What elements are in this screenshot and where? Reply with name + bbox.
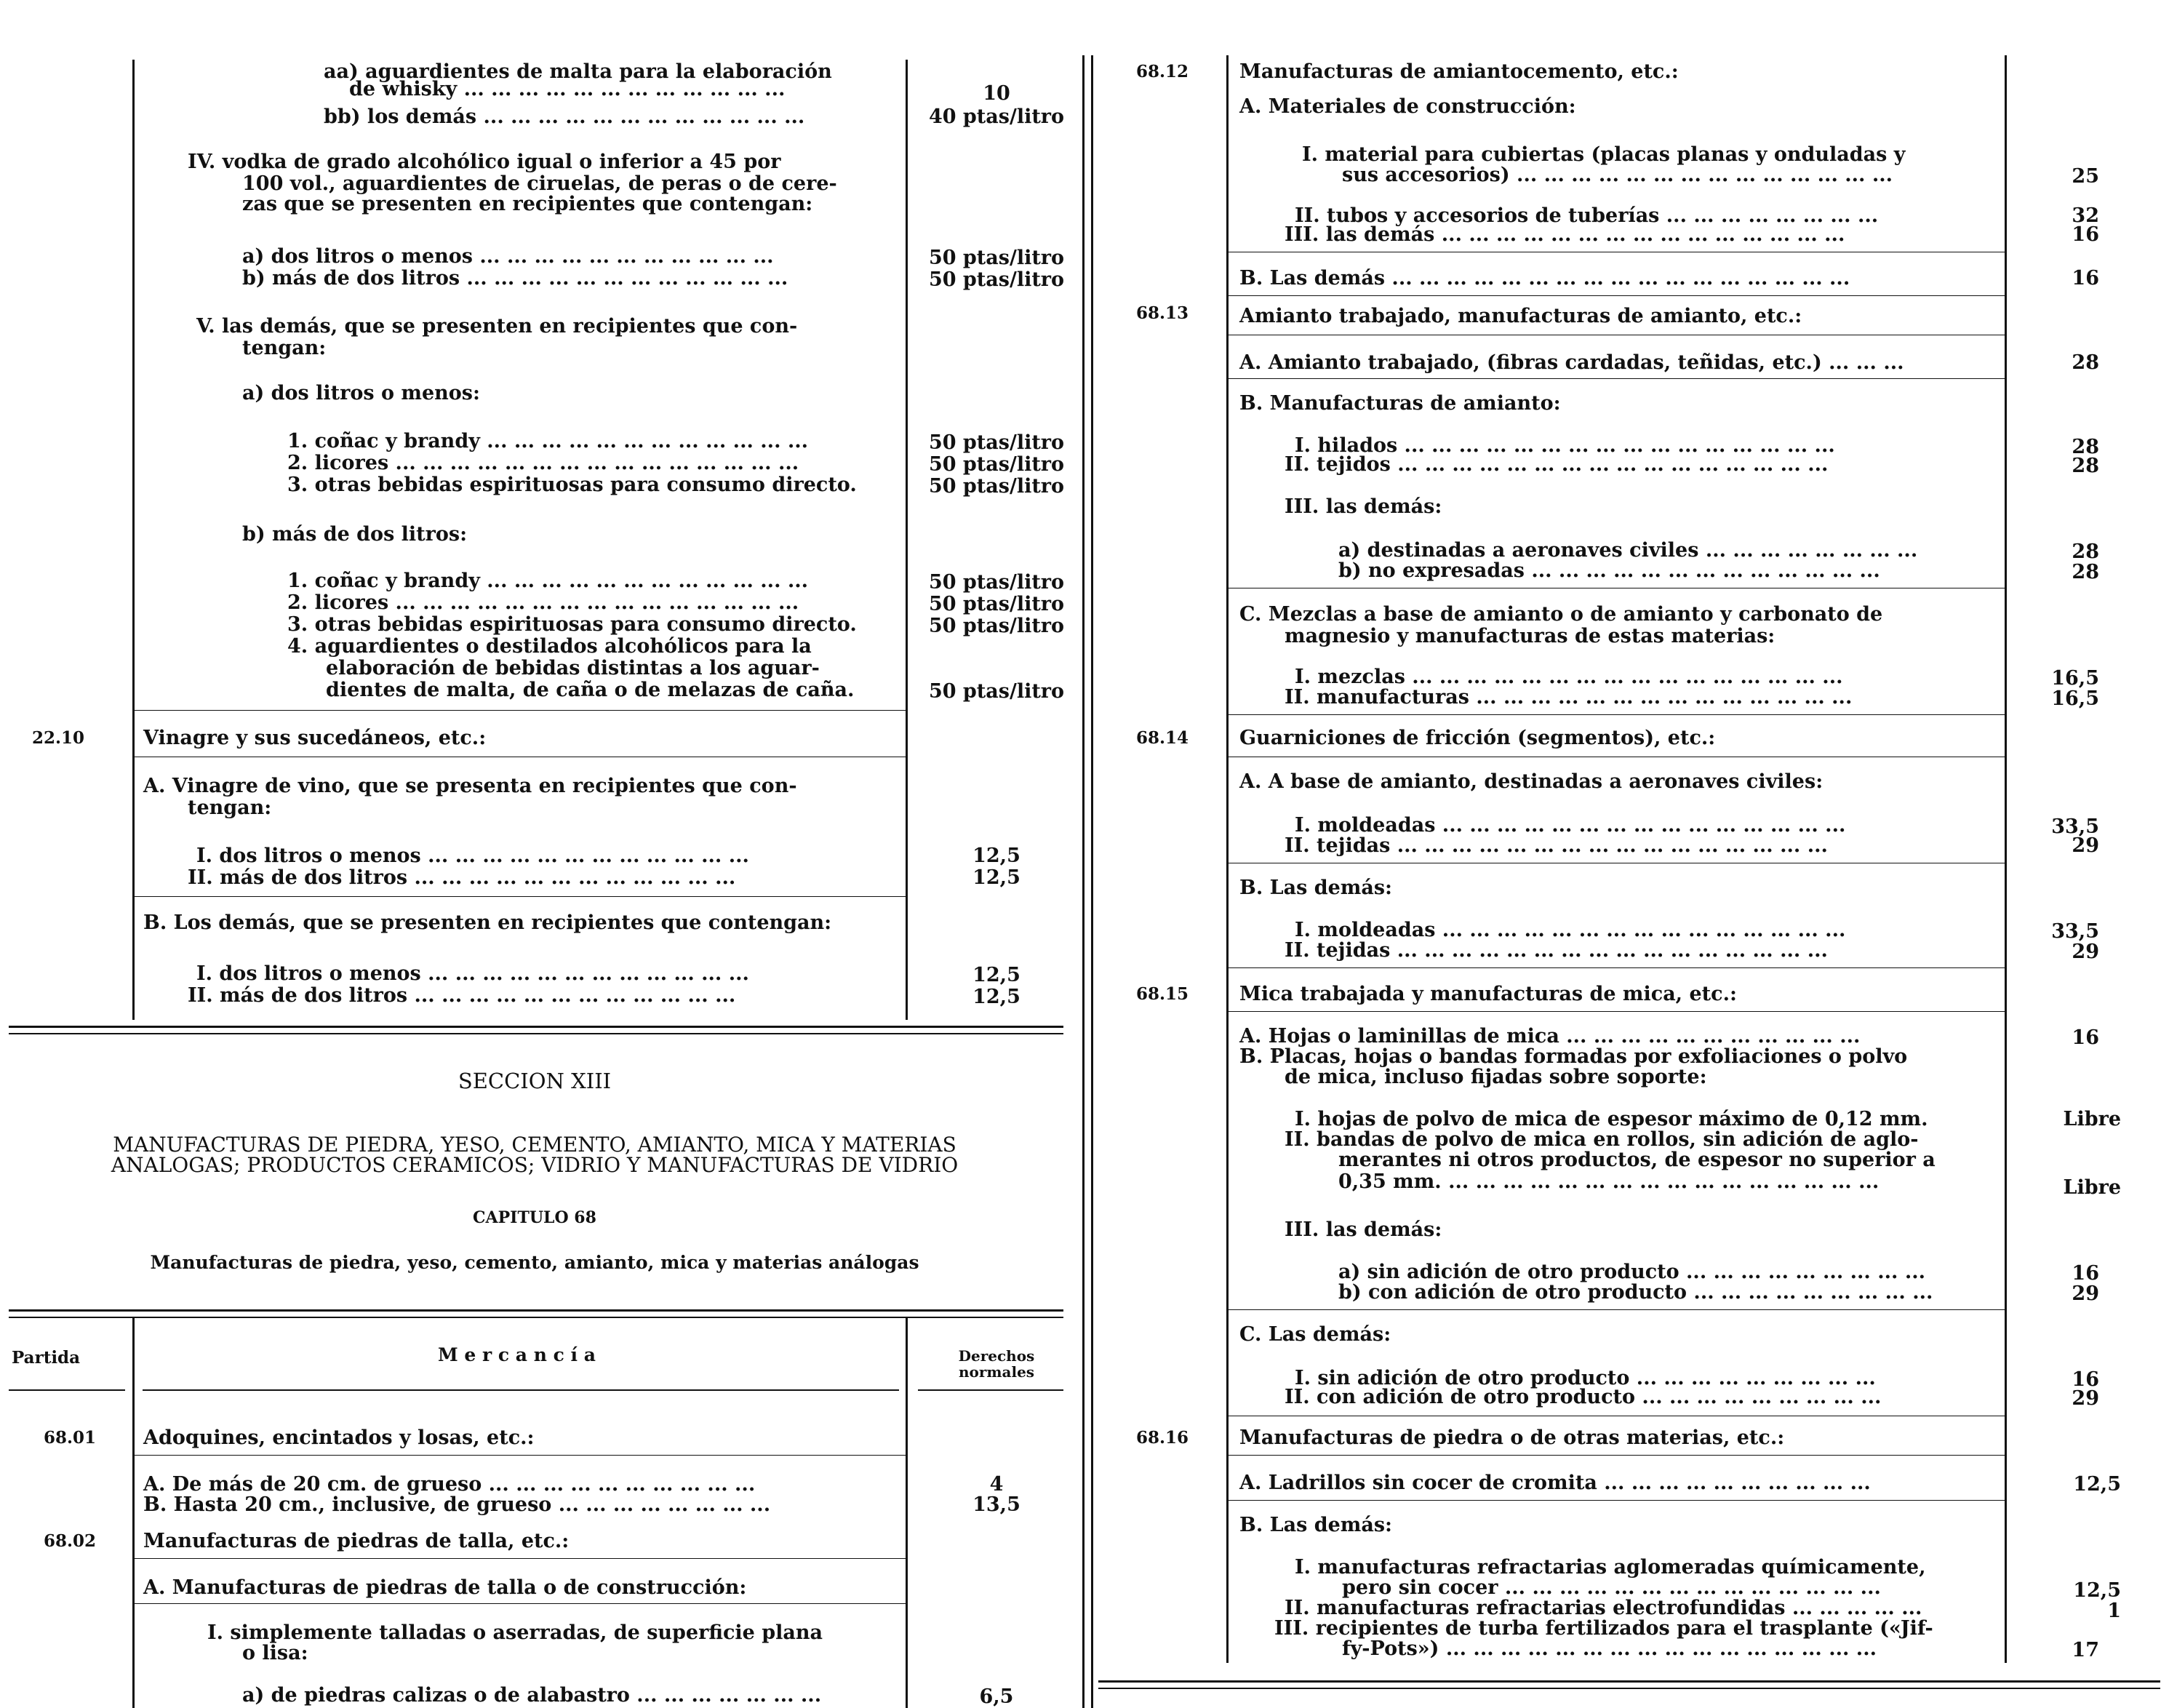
list-item: I. sin adición de otro producto ... ... ... ... ... ... ... ... ... <box>1295 1367 1876 1389</box>
chapter-title: CAPITULO 68 <box>473 1208 596 1227</box>
list-item: I. material para cubiertas (placas planas y onduladas y <box>1302 143 1906 166</box>
duty-value: 12,5 <box>972 986 1020 1008</box>
divider <box>1226 1455 2006 1456</box>
list-item: 2. licores ... ... ... ... ... ... ... ... ... ... ... ... ... ... ... <box>287 452 799 474</box>
duty-value: 13,5 <box>972 1493 1020 1516</box>
duty-value: 29 <box>2072 941 2099 963</box>
list-item: B. Manufacturas de amianto: <box>1239 392 1561 415</box>
list-item: 4. aguardientes o destilados alcohólicos para la <box>287 635 812 658</box>
duty-value: 33,5 <box>2051 920 2099 943</box>
list-item: I. hojas de polvo de mica de espesor máximo de 0,12 mm. <box>1295 1108 1928 1130</box>
list-item: III. las demás ... ... ... ... ... ... ... ... ... ... ... ... ... ... ... <box>1285 223 1845 246</box>
duty-value: 50 ptas/litro <box>928 247 1065 269</box>
list-item: a) sin adición de otro producto ... ... ... ... ... ... ... ... ... <box>1338 1261 1926 1283</box>
list-item: Adoquines, encintados y losas, etc.: <box>143 1426 535 1449</box>
list-item: II. tubos y accesorios de tuberías ... ... ... ... ... ... ... ... <box>1295 204 1879 227</box>
list-item: a) dos litros o menos: <box>242 382 480 404</box>
duty-value: 40 ptas/litro <box>928 105 1065 128</box>
list-item: V. las demás, que se presenten en recipientes que con- <box>196 315 798 338</box>
section-rule <box>9 1033 1063 1034</box>
list-item: B. Las demás ... ... ... ... ... ... ... ... ... ... ... ... ... ... ... ... ... <box>1239 267 1850 290</box>
list-item: Manufacturas de amiantocemento, etc.: <box>1239 60 1679 83</box>
header-underline <box>9 1389 125 1391</box>
divider <box>1226 714 2006 715</box>
duty-value: 12,5 <box>972 964 1020 986</box>
partida-code: 22.10 <box>32 728 85 748</box>
list-item: II. bandas de polvo de mica en rollos, sin adición de aglo- <box>1285 1128 1919 1151</box>
list-item: I. simplemente talladas o aserradas, de superficie plana <box>207 1621 823 1644</box>
list-item: Manufacturas de piedras de talla, etc.: <box>143 1530 570 1552</box>
list-item: III. las demás: <box>1285 495 1442 518</box>
list-item: Guarniciones de fricción (segmentos), etc.: <box>1239 727 1716 749</box>
duty-value: 28 <box>2072 436 2099 458</box>
list-item: I. manufacturas refractarias aglomeradas químicamente, <box>1295 1556 1926 1579</box>
header-underline <box>918 1389 1063 1391</box>
duty-value: 32 <box>2072 204 2099 227</box>
duty-value: 28 <box>2072 540 2099 563</box>
divider <box>132 1558 908 1559</box>
column-header-partida: Partida <box>12 1348 81 1368</box>
section-rule <box>9 1026 1063 1028</box>
list-item: Manufacturas de piedra o de otras materias, etc.: <box>1239 1426 1785 1449</box>
partida-code: 68.14 <box>1136 728 1189 748</box>
partida-code: 68.02 <box>44 1531 97 1551</box>
list-item: merantes ni otros productos, de espesor no superior a <box>1338 1149 1936 1171</box>
left-rule-inner <box>906 60 908 1020</box>
right-rule-inner <box>2005 55 2007 1663</box>
list-item: I. mezclas ... ... ... ... ... ... ... ... ... ... ... ... ... ... ... ... <box>1295 666 1843 688</box>
duty-value: 28 <box>2072 351 2099 374</box>
list-item: A. Hojas o laminillas de mica ... ... ... ... ... ... ... ... ... ... ... <box>1239 1025 1861 1047</box>
list-item: aa) aguardientes de malta para la elaboración <box>324 60 832 83</box>
list-item: A. Vinagre de vino, que se presenta en recipientes que con- <box>143 775 797 797</box>
list-item: B. Las demás: <box>1239 1514 1392 1536</box>
duty-value: Libre <box>2063 1108 2121 1130</box>
list-item: Vinagre y sus sucedáneos, etc.: <box>143 727 487 749</box>
duty-value: 33,5 <box>2051 815 2099 838</box>
list-item: bb) los demás ... ... ... ... ... ... ... ... ... ... ... ... <box>324 105 805 128</box>
duty-value: 50 ptas/litro <box>928 268 1065 291</box>
list-item: 2. licores ... ... ... ... ... ... ... ... ... ... ... ... ... ... ... <box>287 591 799 614</box>
duty-value: 16 <box>2072 1368 2099 1391</box>
list-item: B. Hasta 20 cm., inclusive, de grueso ... ... ... ... ... ... ... ... <box>143 1493 771 1516</box>
duty-value: 29 <box>2072 834 2099 857</box>
list-item: C. Las demás: <box>1239 1323 1391 1346</box>
list-item: A. De más de 20 cm. de grueso ... ... ... ... ... ... ... ... ... ... <box>143 1473 756 1496</box>
column-header-derechos: normales <box>958 1363 1035 1381</box>
divider <box>132 1603 908 1604</box>
duty-value: 4 <box>989 1473 1004 1496</box>
duty-value: 16 <box>2072 1262 2099 1285</box>
duty-value: 50 ptas/litro <box>928 475 1065 498</box>
list-item: II. manufacturas ... ... ... ... ... ... ... ... ... ... ... ... ... ... <box>1285 686 1853 709</box>
divider <box>1226 378 2006 379</box>
duty-value: 17 <box>2072 1639 2099 1661</box>
partida-code: 68.13 <box>1136 303 1189 323</box>
list-item: magnesio y manufacturas de estas materias: <box>1285 625 1775 647</box>
table-col-rule <box>906 1318 908 1708</box>
list-item: sus accesorios) ... ... ... ... ... ... ... ... ... ... ... ... ... ... <box>1342 164 1893 186</box>
duty-value: 12,5 <box>2073 1473 2121 1496</box>
section-subtitle: ANALOGAS; PRODUCTOS CERAMICOS; VIDRIO Y MANUFACTURAS DE VIDRIO <box>111 1153 959 1177</box>
list-item: II. más de dos litros ... ... ... ... ... ... ... ... ... ... ... ... <box>188 866 736 889</box>
list-item: de mica, incluso fijadas sobre soporte: <box>1285 1066 1707 1088</box>
list-item: 3. otras bebidas espirituosas para consumo directo. <box>287 474 857 496</box>
column-header-mercancia: M e r c a n c í a <box>438 1344 596 1365</box>
column-gutter-rule <box>1082 55 1084 1708</box>
table-rule <box>9 1309 1063 1312</box>
list-item: A. Manufacturas de piedras de talla o de construcción: <box>143 1576 747 1599</box>
duty-value: 16,5 <box>2051 687 2099 710</box>
list-item: II. tejidas ... ... ... ... ... ... ... ... ... ... ... ... ... ... ... ... <box>1285 939 1828 962</box>
list-item: II. tejidos ... ... ... ... ... ... ... ... ... ... ... ... ... ... ... ... <box>1285 453 1829 476</box>
list-item: o lisa: <box>242 1642 308 1664</box>
list-item: tengan: <box>242 337 327 359</box>
partida-code: 68.12 <box>1136 62 1189 81</box>
list-item: pero sin cocer ... ... ... ... ... ... ... ... ... ... ... ... ... ... <box>1342 1576 1881 1599</box>
partida-code: 68.15 <box>1136 984 1189 1004</box>
list-item: elaboración de bebidas distintas a los aguar- <box>326 657 820 679</box>
chapter-heading: Manufacturas de piedra, yeso, cemento, amianto, mica y materias análogas <box>150 1252 919 1273</box>
list-item: I. dos litros o menos ... ... ... ... ... ... ... ... ... ... ... ... <box>196 962 749 985</box>
duty-value: 50 ptas/litro <box>928 593 1065 615</box>
duty-value: 25 <box>2072 165 2099 188</box>
column-header-derechos: Derechos <box>958 1347 1035 1365</box>
duty-value: 50 ptas/litro <box>928 453 1065 476</box>
duty-value: 12,5 <box>972 866 1020 889</box>
duty-value: 50 ptas/litro <box>928 615 1065 637</box>
list-item: IV. vodka de grado alcohólico igual o inferior a 45 por <box>188 151 781 173</box>
list-item: Amianto trabajado, manufacturas de amianto, etc.: <box>1239 305 1802 327</box>
list-item: de whisky ... ... ... ... ... ... ... ... ... ... ... ... <box>349 78 786 100</box>
duty-value: 10 <box>983 82 1010 105</box>
bottom-rule <box>1098 1688 2160 1689</box>
list-item: b) más de dos litros ... ... ... ... ... ... ... ... ... ... ... ... <box>242 267 788 290</box>
list-item: b) con adición de otro producto ... ... ... ... ... ... ... ... ... <box>1338 1281 1933 1304</box>
duty-value: 16 <box>2072 267 2099 290</box>
list-item: b) no expresadas ... ... ... ... ... ... ... ... ... ... ... ... ... <box>1338 559 1880 582</box>
right-rule-outer <box>1226 55 1229 1663</box>
partida-code: 68.16 <box>1136 1428 1189 1448</box>
divider <box>1226 967 2006 968</box>
list-item: A. Materiales de construcción: <box>1239 95 1576 118</box>
divider <box>1226 1011 2006 1012</box>
list-item: III. recipientes de turba fertilizados para el trasplante («Jif- <box>1274 1617 1933 1640</box>
list-item: 3. otras bebidas espirituosas para consumo directo. <box>287 613 857 636</box>
list-item: II. manufacturas refractarias electrofundidas ... ... ... ... ... <box>1285 1597 1922 1619</box>
list-item: tengan: <box>188 797 272 819</box>
list-item: a) destinadas a aeronaves civiles ... ... ... ... ... ... ... ... <box>1338 539 1918 562</box>
left-rule-outer <box>132 60 135 1020</box>
list-item: II. con adición de otro producto ... ... ... ... ... ... ... ... ... <box>1285 1386 1882 1408</box>
list-item: dientes de malta, de caña o de melazas de caña. <box>326 679 855 701</box>
duty-value: 29 <box>2072 1282 2099 1305</box>
section-subtitle: MANUFACTURAS DE PIEDRA, YESO, CEMENTO, AMIANTO, MICA Y MATERIAS <box>113 1133 956 1157</box>
header-underline <box>143 1389 899 1391</box>
list-item: B. Los demás, que se presenten en recipientes que contengan: <box>143 911 832 934</box>
duty-value: 50 ptas/litro <box>928 571 1065 594</box>
duty-value: 28 <box>2072 455 2099 477</box>
duty-value: 1 <box>2107 1600 2121 1622</box>
divider <box>1226 1500 2006 1501</box>
list-item: a) de piedras calizas o de alabastro ... ... ... ... ... ... ... <box>242 1684 822 1707</box>
duty-value: 12,5 <box>2073 1579 2121 1602</box>
duty-value: 16 <box>2072 1026 2099 1049</box>
list-item: I. dos litros o menos ... ... ... ... ... ... ... ... ... ... ... ... <box>196 845 749 867</box>
divider <box>1226 1309 2006 1310</box>
list-item: C. Mezclas a base de amianto o de amianto y carbonato de <box>1239 603 1883 626</box>
list-item: A. Amianto trabajado, (fibras cardadas, teñidas, etc.) ... ... ... <box>1239 351 1904 374</box>
list-item: A. Ladrillos sin cocer de cromita ... ... ... ... ... ... ... ... ... ... <box>1239 1472 1871 1494</box>
duty-value: 28 <box>2072 561 2099 583</box>
duty-value: 50 ptas/litro <box>928 680 1065 703</box>
column-gutter-rule <box>1091 55 1093 1708</box>
bottom-rule <box>1098 1680 2160 1683</box>
list-item: B. Las demás: <box>1239 877 1392 899</box>
duty-value: 12,5 <box>972 845 1020 867</box>
divider <box>132 896 908 897</box>
section-title: SECCION XIII <box>458 1069 612 1093</box>
divider <box>132 710 908 711</box>
list-item: zas que se presenten en recipientes que contengan: <box>242 193 813 215</box>
list-item: III. las demás: <box>1285 1218 1442 1241</box>
list-item: 100 vol., aguardientes de ciruelas, de peras o de cere- <box>242 172 837 195</box>
duty-value: 50 ptas/litro <box>928 431 1065 454</box>
list-item: fy-Pots») ... ... ... ... ... ... ... ... ... ... ... ... ... ... ... ... <box>1342 1637 1877 1660</box>
list-item: A. A base de amianto, destinadas a aeronaves civiles: <box>1239 770 1824 793</box>
divider <box>132 1455 908 1456</box>
duty-value: 16,5 <box>2051 667 2099 690</box>
duty-value: 16 <box>2072 223 2099 246</box>
list-item: I. moldeadas ... ... ... ... ... ... ... ... ... ... ... ... ... ... ... <box>1295 919 1846 941</box>
duty-value: Libre <box>2063 1176 2121 1199</box>
list-item: Mica trabajada y manufacturas de mica, etc.: <box>1239 983 1737 1005</box>
list-item: I. hilados ... ... ... ... ... ... ... ... ... ... ... ... ... ... ... ... <box>1295 434 1835 457</box>
divider <box>1226 295 2006 296</box>
duty-value: 29 <box>2072 1387 2099 1410</box>
list-item: 1. coñac y brandy ... ... ... ... ... ... ... ... ... ... ... ... <box>287 430 809 452</box>
list-item: a) dos litros o menos ... ... ... ... ... ... ... ... ... ... ... <box>242 245 774 268</box>
list-item: II. tejidas ... ... ... ... ... ... ... ... ... ... ... ... ... ... ... ... <box>1285 834 1828 857</box>
list-item: II. más de dos litros ... ... ... ... ... ... ... ... ... ... ... ... <box>188 984 736 1007</box>
list-item: b) más de dos litros: <box>242 523 468 546</box>
list-item: I. moldeadas ... ... ... ... ... ... ... ... ... ... ... ... ... ... ... <box>1295 814 1846 837</box>
partida-code: 68.01 <box>44 1428 97 1448</box>
list-item: 0,35 mm. ... ... ... ... ... ... ... ... ... ... ... ... ... ... ... ... <box>1338 1170 1880 1193</box>
list-item: 1. coñac y brandy ... ... ... ... ... ... ... ... ... ... ... ... <box>287 570 809 592</box>
duty-value: 6,5 <box>979 1685 1014 1708</box>
table-col-rule <box>132 1318 135 1708</box>
list-item: B. Placas, hojas o bandas formadas por exfoliaciones o polvo <box>1239 1045 1908 1068</box>
